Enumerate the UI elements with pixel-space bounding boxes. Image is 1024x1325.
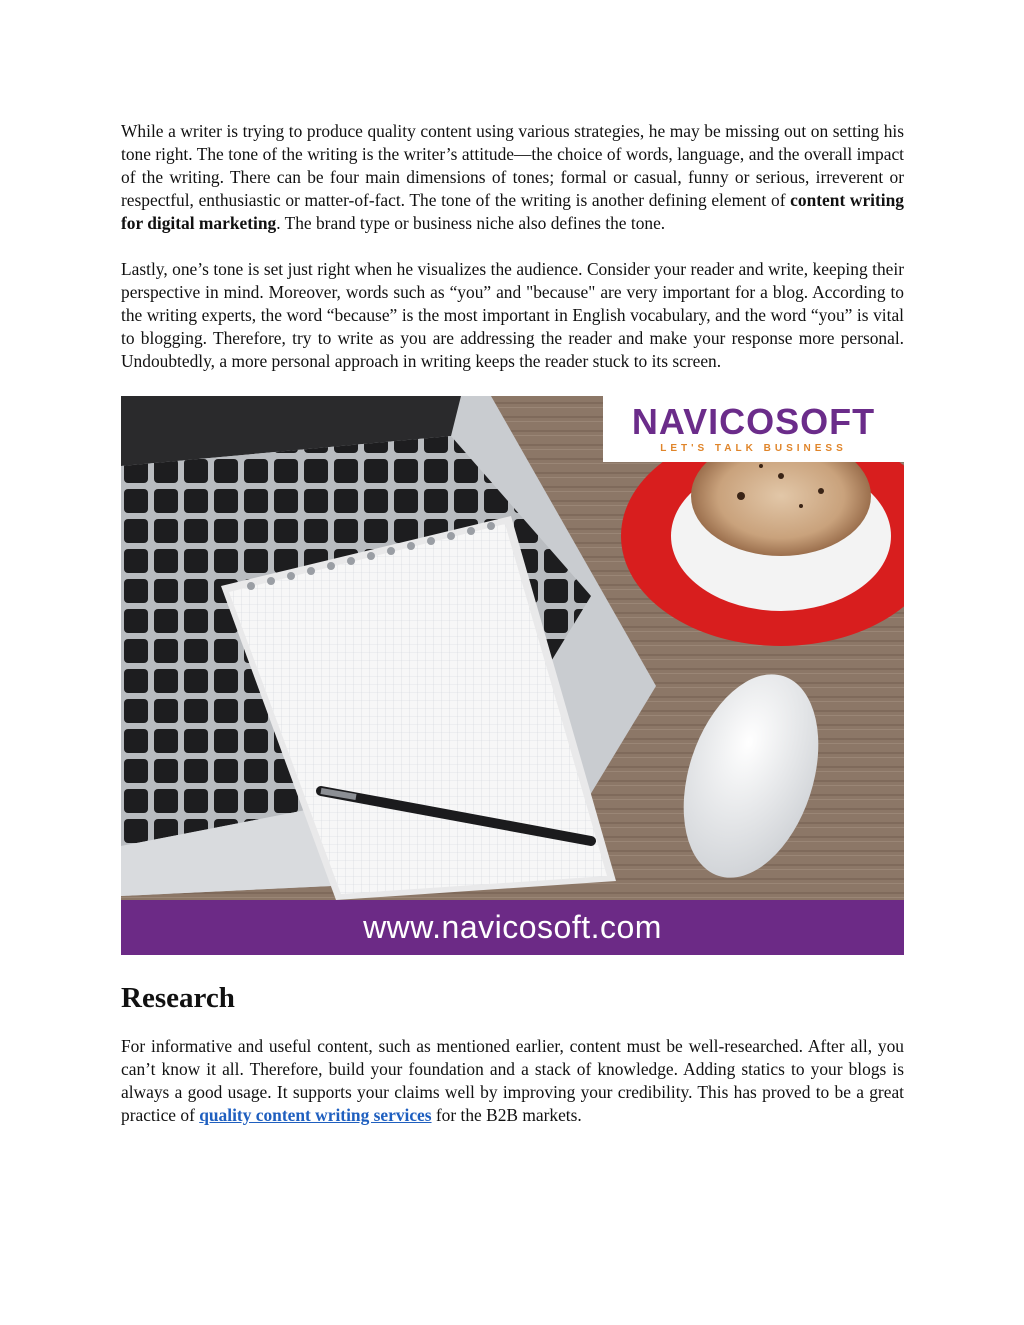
paragraph-audience: Lastly, one’s tone is set just right when he visualizes the audience. Consider your reader and write, keeping their perspective in mind. Moreover, words such as “you” and "because" are very important for a blog. According to the writing experts, the word “because” is the most important in English vocabulary, and the word “you” is vital to blogging. Therefore, try to write as you are addressing the reader and make your response more personal. Undoubtedly, a more personal approach in writing keeps the reader stuck to its screen. <box>121 259 904 371</box>
desk-photo-illustration <box>121 396 904 955</box>
paragraph-research-text-b: for the B2B markets. <box>431 1105 582 1125</box>
document-page <box>121 120 904 1127</box>
paragraph-research-text-a: For informative and useful content, such as mentioned earlier, content must be well-researched. After all, you can’t know it all. Therefore, build your foundation and a stack of knowledge. Adding statics to your blogs is always a good usage. It supports your claims well by improving your credibility. This has proved to be a great practice of <box>121 1036 904 1125</box>
link-quality-content-writing-services[interactable]: quality content writing services <box>199 1105 432 1125</box>
paragraph-tone <box>121 120 904 235</box>
hero-image <box>121 396 904 955</box>
paragraph-tone-text-b: . The brand type or business niche also defines the tone. <box>276 213 666 233</box>
brand-logo-box <box>603 396 904 462</box>
section-heading-research: Research <box>121 982 235 1014</box>
image-footer-url: www.navicosoft.com <box>121 900 904 955</box>
brand-tagline: LET'S TALK BUSINESS <box>660 443 847 454</box>
brand-logo: NAVICOSOFT <box>631 401 876 442</box>
paragraph-tone-text-a: While a writer is trying to produce quality content using various strategies, he may be missing out on setting his tone right. The tone of the writing is the writer’s attitude—the choice of words, language, and the overall impact of the writing. There can be four main dimensions of tones; formal or casual, funny or serious, irreverent or respectful, enthusiastic or matter-of-fact. The tone of the writing is another defining element of <box>121 121 904 210</box>
bold-phrase-content-writing: content writing for digital marketing <box>121 190 904 233</box>
paragraph-research <box>121 1035 904 1127</box>
